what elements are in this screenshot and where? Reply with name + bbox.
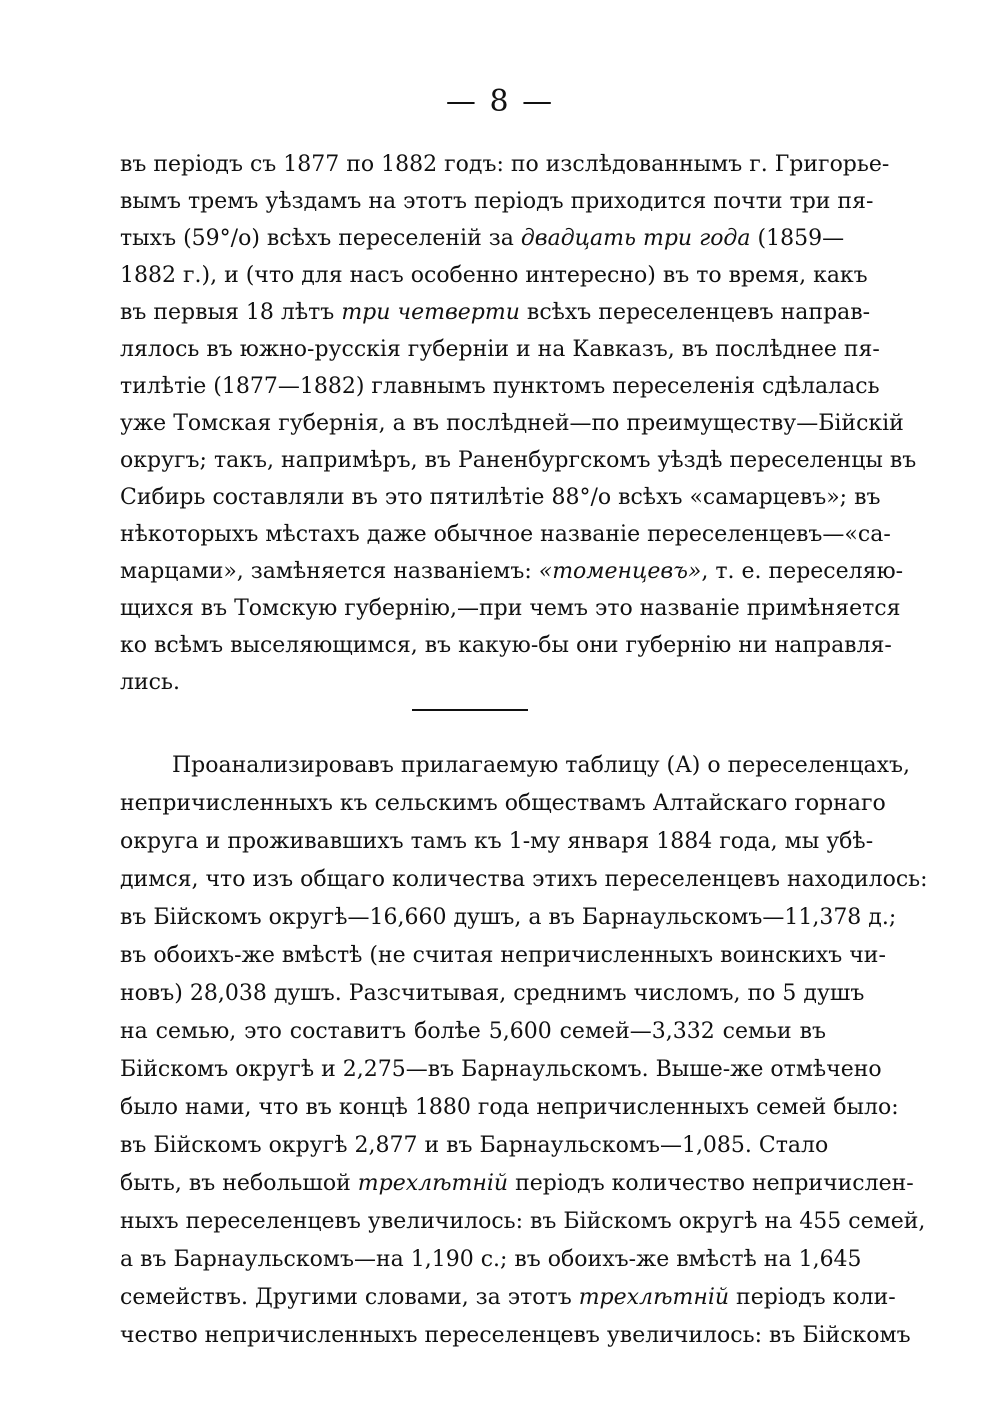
text-line: Сибирь составляли въ это пятилѣтіе 88°/о всѣхъ «самарцевъ»; въ [120,485,881,510]
text-line: быть, въ небольшой трехлѣтній періодъ количество непричислен- [120,1171,914,1196]
text-line: въ Бійскомъ округѣ—16,660 душъ, а въ Барнаульскомъ—11,378 д.; [120,905,897,930]
text-line: лись. [120,670,180,695]
text-line: въ первыя 18 лѣтъ три четверти всѣхъ переселенцевъ направ- [120,300,871,325]
text-line: въ Бійскомъ округѣ 2,877 и въ Барнаульскомъ—1,085. Стало [120,1133,829,1158]
italic-emphasis: трехлѣтній [578,1285,730,1310]
text-line: было нами, что въ концѣ 1880 года непричисленныхъ семей было: [120,1095,899,1120]
text-line: марцами», замѣняется названіемъ: «томенцевъ», т. е. переселяю- [120,559,904,584]
text-line: чество непричисленныхъ переселенцевъ увеличилось: въ Бійскомъ [120,1323,911,1348]
section-divider [412,709,528,711]
italic-emphasis: трехлѣтній [357,1171,509,1196]
text-line: 1882 г.), и (что для насъ особенно интересно) въ то время, какъ [120,263,868,288]
text-line: въ періодъ съ 1877 по 1882 годъ: по изслѣдованнымъ г. Григорье- [120,152,890,177]
text-line: непричисленныхъ къ сельскимъ обществамъ Алтайскаго горнаго [120,791,886,816]
text-line: вымъ тремъ уѣздамъ на этотъ періодъ приходится почти три пя- [120,189,874,214]
text-line: ныхъ переселенцевъ увеличилось: въ Бійскомъ округѣ на 455 семей, [120,1209,926,1234]
text-line: ко всѣмъ выселяющимся, въ какую-бы они губернію ни направля- [120,633,892,658]
text-line: семействъ. Другими словами, за этотъ трехлѣтній періодъ коли- [120,1285,896,1310]
text-line: округъ; такъ, напримѣръ, въ Раненбургскомъ уѣздѣ переселенцы въ [120,448,917,473]
text-line: нѣкоторыхъ мѣстахъ даже обычное названіе переселенцевъ—«са- [120,522,891,547]
page-number: — 8 — [445,84,555,119]
text-line: въ обоихъ-же вмѣстѣ (не считая непричисленныхъ воинскихъ чи- [120,943,886,968]
text-line: лялось въ южно-русскія губерніи и на Кавказъ, въ послѣднее пя- [120,337,880,362]
text-line: новъ) 28,038 душъ. Разсчитывая, среднимъ числомъ, по 5 душъ [120,981,865,1006]
text-line: уже Томская губернія, а въ послѣдней—по преимуществу—Бійскій [120,411,904,436]
italic-emphasis: двадцать три года [520,226,751,251]
text-line: Проанализировавъ прилагаемую таблицу (А) о переселенцахъ, [172,753,911,778]
text-line: тилѣтіе (1877—1882) главнымъ пунктомъ переселенія сдѣлалась [120,374,880,399]
text-line: а въ Барнаульскомъ—на 1,190 с.; въ обоихъ-же вмѣстѣ на 1,645 [120,1247,862,1272]
text-line: щихся въ Томскую губернію,—при чемъ это названіе примѣняется [120,596,901,621]
text-line: димся, что изъ общаго количества этихъ переселенцевъ находилось: [120,867,928,892]
italic-emphasis: три четверти [341,300,520,325]
italic-emphasis: «томенцевъ» [538,559,702,584]
text-line: Бійскомъ округѣ и 2,275—въ Барнаульскомъ. Выше-же отмѣчено [120,1057,882,1082]
text-line: тыхъ (59°/о) всѣхъ переселеній за двадцать три года (1859— [120,226,845,251]
text-line: округа и проживавшихъ тамъ къ 1-му января 1884 года, мы убѣ- [120,829,874,854]
text-line: на семью, это составитъ болѣе 5,600 семей—3,332 семьи въ [120,1019,826,1044]
